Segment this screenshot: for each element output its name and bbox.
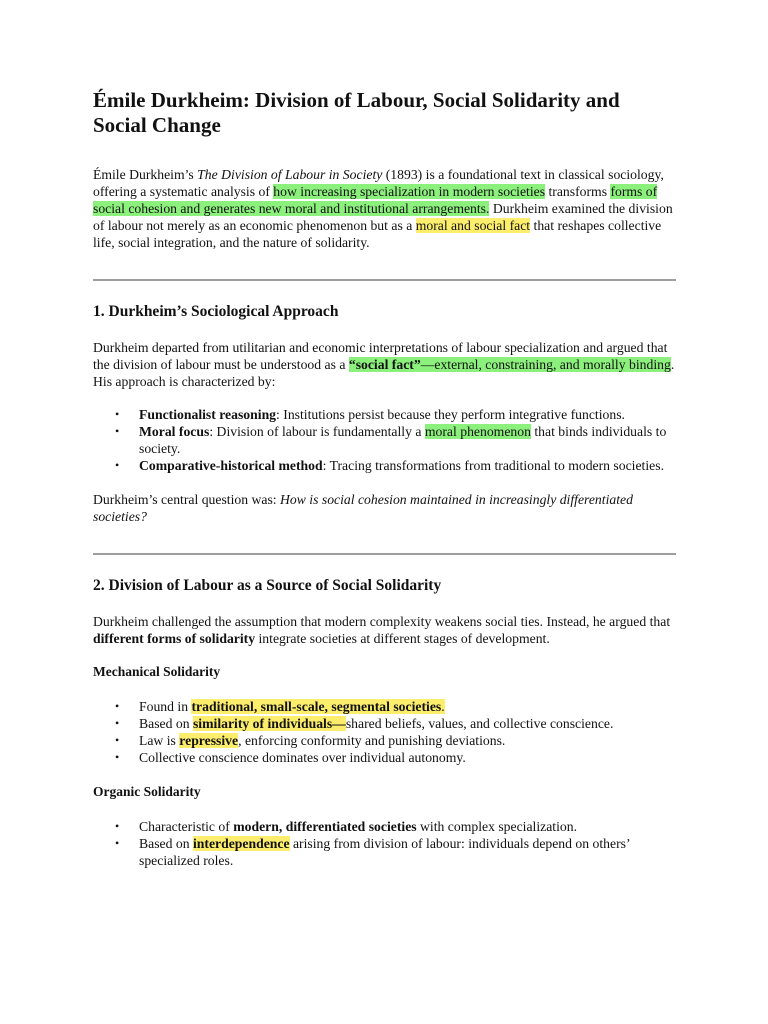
bold-term: different forms of solidarity xyxy=(93,631,256,646)
item-text: : Division of labour is fundamentally a xyxy=(209,424,425,439)
central-question: How is social cohesion maintained in increasingly differentiated societies? xyxy=(93,492,633,524)
yellow-highlight xyxy=(191,699,444,714)
paragraph-text: Durkheim departed from utilitarian and economic interpretations of labour specialization and argued that the division of labour must be understood as a xyxy=(93,340,668,372)
solidarity-paragraph xyxy=(93,613,678,647)
bold-term: modern, differentiated societies xyxy=(233,819,417,834)
paragraph-text: integrate societies at different stages of development. xyxy=(255,631,550,646)
intro-text: Durkheim examined the division of labour not merely as an economic phenomenon but as a xyxy=(93,201,673,233)
list-item xyxy=(93,457,678,474)
list-item xyxy=(93,715,678,732)
intro-paragraph xyxy=(93,166,678,251)
list-item xyxy=(93,749,678,766)
yellow-highlight: moral and social fact xyxy=(415,218,531,233)
paragraph-text: Durkheim’s central question was: xyxy=(93,492,281,507)
intro-text: (1893) is a foundational text in classical sociology, offering a systematic analysis of xyxy=(93,167,664,199)
item-text: : Tracing transformations from traditional to modern societies. xyxy=(322,458,664,473)
bullet-icon: • xyxy=(115,716,120,730)
item-text: : Institutions persist because they perform integrative functions. xyxy=(276,407,625,422)
intro-text: Émile Durkheim’s xyxy=(93,167,198,182)
highlight-text: . xyxy=(441,699,445,714)
item-text: , enforcing conformity and punishing deviations. xyxy=(238,733,506,748)
bullet-icon: • xyxy=(115,458,120,472)
green-highlight: moral phenomenon xyxy=(424,424,531,439)
horizontal-rule xyxy=(93,553,676,555)
list-item xyxy=(93,406,678,423)
intro-text: that reshapes collective life, social integration, and the nature of solidarity. xyxy=(93,218,662,250)
yellow-highlight xyxy=(193,716,346,731)
central-question-paragraph xyxy=(93,491,678,525)
item-text: Based on xyxy=(139,836,193,851)
list-item xyxy=(93,818,678,835)
bullet-icon: • xyxy=(115,836,120,850)
bullet-icon: • xyxy=(115,699,120,713)
item-text: shared beliefs, values, and collective conscience. xyxy=(345,716,614,731)
item-text: Based on xyxy=(139,716,193,731)
item-text: Law is xyxy=(139,733,180,748)
section-heading-approach: 1. Durkheim’s Sociological Approach xyxy=(93,303,339,320)
document-body xyxy=(93,88,678,886)
item-text: with complex specialization. xyxy=(416,819,578,834)
green-highlight: forms of social cohesion and generates new moral and institutional arrangements. xyxy=(93,184,658,216)
subheading-organic: Organic Solidarity xyxy=(93,784,201,799)
bullet-icon: • xyxy=(115,750,120,764)
item-text: Found in xyxy=(139,699,192,714)
bullet-icon: • xyxy=(115,819,120,833)
highlight-bold-text: — xyxy=(332,716,346,731)
list-item xyxy=(93,835,678,869)
item-text: Collective conscience dominates over individual autonomy. xyxy=(139,750,466,765)
green-highlight: how increasing specialization in modern societies xyxy=(273,184,546,199)
yellow-highlight: interdependence xyxy=(192,836,290,851)
paragraph-text: . His approach is characterized by: xyxy=(93,357,675,389)
list-item xyxy=(93,423,678,457)
highlight-bold-text: traditional, small-scale, segmental societies xyxy=(191,699,442,714)
item-term: Comparative-historical method xyxy=(139,458,323,473)
list-item xyxy=(93,732,678,749)
organic-list xyxy=(93,818,678,869)
intro-text: transforms xyxy=(545,184,611,199)
horizontal-rule xyxy=(93,279,676,281)
yellow-highlight: repressive xyxy=(179,733,239,748)
list-item xyxy=(93,698,678,715)
bullet-icon: • xyxy=(115,733,120,747)
subheading-mechanical: Mechanical Solidarity xyxy=(93,664,221,679)
item-term: Functionalist reasoning xyxy=(139,407,277,422)
mechanical-list xyxy=(93,698,678,766)
green-highlight xyxy=(349,357,671,372)
social-fact-term: “social fact” xyxy=(348,357,421,372)
bullet-icon: • xyxy=(115,424,120,438)
book-title: The Division of Labour in Society xyxy=(197,167,383,182)
page-title: Émile Durkheim: Division of Labour, Social Solidarity and Social Change xyxy=(93,88,620,137)
item-text: that binds individuals to society. xyxy=(139,424,667,456)
section-heading-solidarity: 2. Division of Labour as a Source of Social Solidarity xyxy=(93,577,442,594)
item-text: arising from division of labour: individuals depend on others’ specialized roles. xyxy=(139,836,630,868)
approach-paragraph xyxy=(93,339,678,390)
item-term: Moral focus xyxy=(139,424,210,439)
approach-list xyxy=(93,406,678,474)
paragraph-text: Durkheim challenged the assumption that modern complexity weakens social ties. Instead, he argued that xyxy=(93,614,671,629)
highlight-bold-text: similarity of individuals xyxy=(192,716,333,731)
bullet-icon: • xyxy=(115,407,120,421)
item-text: Characteristic of xyxy=(139,819,234,834)
highlight-text: —external, constraining, and morally binding xyxy=(420,357,671,372)
